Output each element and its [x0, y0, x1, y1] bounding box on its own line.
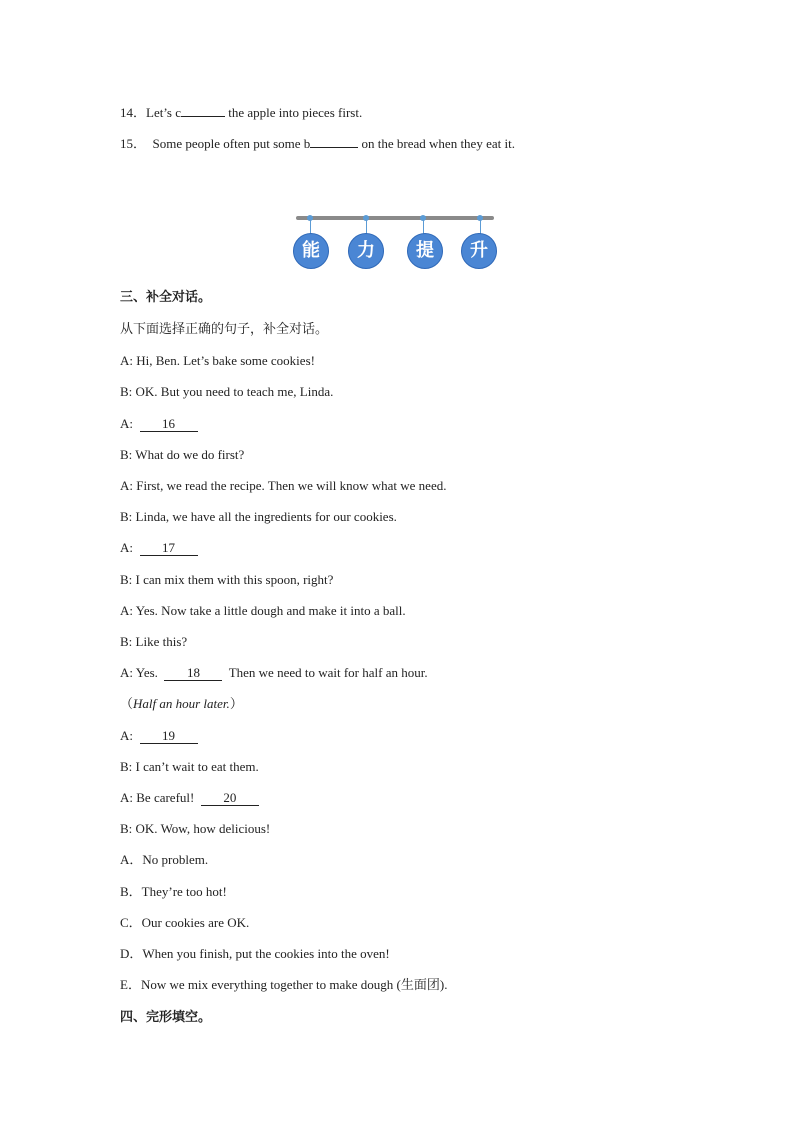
option-e: E．Now we mix everything together to make dough (生面团). [120, 977, 448, 992]
dialogue-line-13 [120, 728, 198, 744]
dialogue-line-10: B: Like this? [120, 634, 188, 649]
question-15-prefix: 15． Some people often put some b [120, 136, 311, 151]
banner-hanging-bar [296, 216, 494, 220]
paren-open: （ [120, 696, 134, 711]
dialogue-line-6: B: Linda, we have all the ingredients for our cookies. [120, 509, 397, 524]
banner-string [480, 220, 481, 234]
question-15 [120, 135, 515, 152]
banner-string [366, 220, 367, 234]
ability-banner [290, 210, 500, 274]
section-4-heading: 四、完形填空。 [120, 1010, 212, 1025]
question-15-blank [310, 135, 358, 148]
banner-char-1: 能 [293, 233, 329, 269]
banner-char-4: 升 [461, 233, 497, 269]
dialogue-text: Then we need to wait for half an hour. [222, 665, 428, 680]
option-a: A．No problem. [120, 852, 209, 867]
speaker-label: A: [120, 540, 140, 555]
section-3-instruction: 从下面选择正确的句子，补全对话。 [120, 322, 329, 337]
dialogue-line-14: B: I can’t wait to eat them. [120, 759, 259, 774]
dialogue-line-3 [120, 416, 198, 432]
speaker-label: A: Be careful! [120, 790, 201, 805]
answer-blank-16: 16 [140, 417, 198, 432]
dialogue-line-15 [120, 790, 259, 806]
dialogue-line-1: A: Hi, Ben. Let’s bake some cookies! [120, 353, 315, 368]
option-c: C．Our cookies are OK. [120, 915, 250, 930]
section-3-heading: 三、补全对话。 [120, 290, 212, 305]
speaker-label: A: Yes. [120, 665, 165, 680]
dialogue-line-16: B: OK. Wow, how delicious! [120, 821, 271, 836]
banner-char-3: 提 [407, 233, 443, 269]
dialogue-line-5: A: First, we read the recipe. Then we will know what we need. [120, 478, 447, 493]
option-b: B．They’re too hot! [120, 884, 227, 899]
option-d: D．When you finish, put the cookies into the oven! [120, 946, 390, 961]
question-14-blank [181, 104, 225, 117]
banner-char-2: 力 [348, 233, 384, 269]
answer-blank-17: 17 [140, 541, 198, 556]
banner-string [423, 220, 424, 234]
dialogue-line-9: A: Yes. Now take a little dough and make it into a ball. [120, 603, 406, 618]
dialogue-line-8: B: I can mix them with this spoon, right? [120, 572, 334, 587]
question-14-prefix: 14．Let’s c [120, 105, 182, 120]
dialogue-line-4: B: What do we do first? [120, 447, 245, 462]
answer-blank-19: 19 [140, 729, 198, 744]
banner-string [310, 220, 311, 234]
speaker-label: A: [120, 416, 140, 431]
stage-direction: Half an hour later. [133, 696, 230, 711]
dialogue-line-12 [120, 696, 243, 712]
dialogue-line-11 [120, 665, 428, 681]
paren-close: ） [229, 696, 243, 711]
question-14 [120, 104, 362, 121]
speaker-label: A: [120, 728, 140, 743]
answer-blank-20: 20 [201, 791, 259, 806]
dialogue-line-2: B: OK. But you need to teach me, Linda. [120, 384, 334, 399]
dialogue-line-7 [120, 540, 198, 556]
answer-blank-18: 18 [164, 666, 222, 681]
question-15-suffix: on the bread when they eat it. [358, 136, 515, 151]
question-14-suffix: the apple into pieces first. [225, 105, 363, 120]
